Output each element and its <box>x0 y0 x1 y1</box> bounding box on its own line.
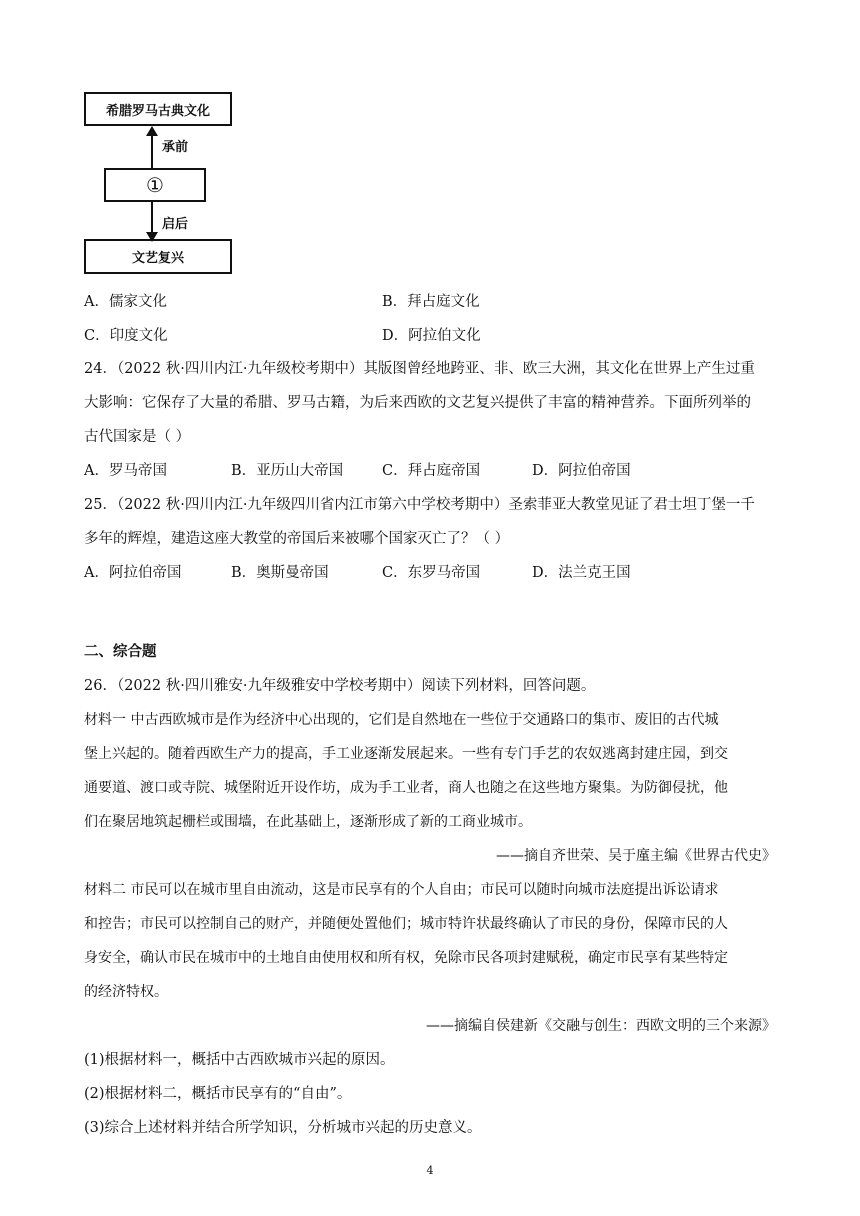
q26-subquestion-1: (1)根据材料一，概括中古西欧城市兴起的原因。 <box>84 1052 395 1068</box>
q26-material1-line-2: 堡上兴起的。随着西欧生产力的提高，手工业逐渐发展起来。一些有专门手艺的农奴逃离封建庄园，到交 <box>84 746 728 762</box>
q25-option-c[interactable]: C．东罗马帝国 <box>382 565 481 581</box>
q24-option-a[interactable]: A．罗马帝国 <box>84 463 167 479</box>
q26-subquestion-3: (3)综合上述材料并结合所学知识，分析城市兴起的历史意义。 <box>84 1120 482 1136</box>
page-number: 4 <box>426 1164 434 1177</box>
q24-option-b[interactable]: B．亚历山大帝国 <box>231 463 344 479</box>
q24-option-c[interactable]: C．拜占庭帝国 <box>382 463 481 479</box>
q26-material2-line-3: 身安全，确认市民在城市中的土地自由使用权和所有权，免除市民各项封建赋税，确定市民享有某些特定 <box>84 950 728 966</box>
q25-stem-line-1: 25．（2022 秋·四川内江·九年级四川省内江市第六中学校考期中）圣索菲亚大教堂见证了君士坦丁堡一千 <box>84 497 755 513</box>
q25-option-a[interactable]: A．阿拉伯帝国 <box>84 565 182 581</box>
diagram-box-renaissance: 文艺复兴 <box>84 239 232 274</box>
q23-option-c[interactable]: C．印度文化 <box>84 328 168 344</box>
q23-option-a[interactable]: A．儒家文化 <box>84 294 167 310</box>
q23-option-b[interactable]: B．拜占庭文化 <box>382 294 480 310</box>
q26-intro: 26．（2022 秋·四川雅安·九年级雅安中学校考期中）阅读下列材料，回答问题。 <box>84 678 596 694</box>
section-title: 二、综合题 <box>84 643 157 660</box>
q26-subquestion-2: (2)根据材料二，概括市民享有的“自由”。 <box>84 1086 352 1102</box>
q26-source1: ——摘自齐世荣、吴于廑主编《世界古代史》 <box>496 848 776 864</box>
arrow-up-icon <box>140 126 164 170</box>
diagram-box-classical: 希腊罗马古典文化 <box>84 92 232 126</box>
q25-option-d[interactable]: D．法兰克王国 <box>532 565 631 581</box>
q24-stem-line-1: 24．（2022 秋·四川内江·九年级校考期中）其版图曾经地跨亚、非、欧三大洲，其文化在世界上产生过重 <box>84 361 755 377</box>
q23-option-d[interactable]: D．阿拉伯文化 <box>382 328 481 344</box>
q26-material2-line-1: 材料二 市民可以在城市里自由流动，这是市民享有的个人自由；市民可以随时向城市法庭提出诉讼请求 <box>84 882 719 898</box>
q26-material1-line-1: 材料一 中古西欧城市是作为经济中心出现的，它们是自然地在一些位于交通路口的集市、废旧的古代城 <box>84 712 719 728</box>
arrow-down-label: 启后 <box>162 217 189 232</box>
q25-stem-line-2: 多年的辉煌，建造这座大教堂的帝国后来被哪个国家灭亡了？（ ） <box>84 531 510 547</box>
q26-material1-line-3: 通要道、渡口或寺院、城堡附近开设作坊，成为手工业者，商人也随之在这些地方聚集。为防御侵扰，他 <box>84 780 728 796</box>
arrow-up-label: 承前 <box>162 140 189 155</box>
q26-material2-line-2: 和控告；市民可以控制自己的财产，并随便处置他们；城市特许状最终确认了市民的身份，保障市民的人 <box>84 916 728 932</box>
q26-source2: ——摘编自侯建新《交融与创生：西欧文明的三个来源》 <box>426 1018 776 1034</box>
q26-material1-line-4: 们在聚居地筑起栅栏或围墙，在此基础上，逐渐形成了新的工商业城市。 <box>84 814 532 830</box>
arrow-down-icon <box>140 202 164 242</box>
q24-stem-line-2: 大影响：它保存了大量的希腊、罗马古籍，为后来西欧的文艺复兴提供了丰富的精神营养。下面所列举的 <box>84 395 751 411</box>
q26-material2-line-4: 的经济特权。 <box>84 984 168 1000</box>
q25-option-b[interactable]: B．奥斯曼帝国 <box>231 565 329 581</box>
diagram-box-blank: ① <box>104 168 206 202</box>
q24-option-d[interactable]: D．阿拉伯帝国 <box>532 463 631 479</box>
q24-stem-line-3: 古代国家是（ ） <box>84 429 191 445</box>
